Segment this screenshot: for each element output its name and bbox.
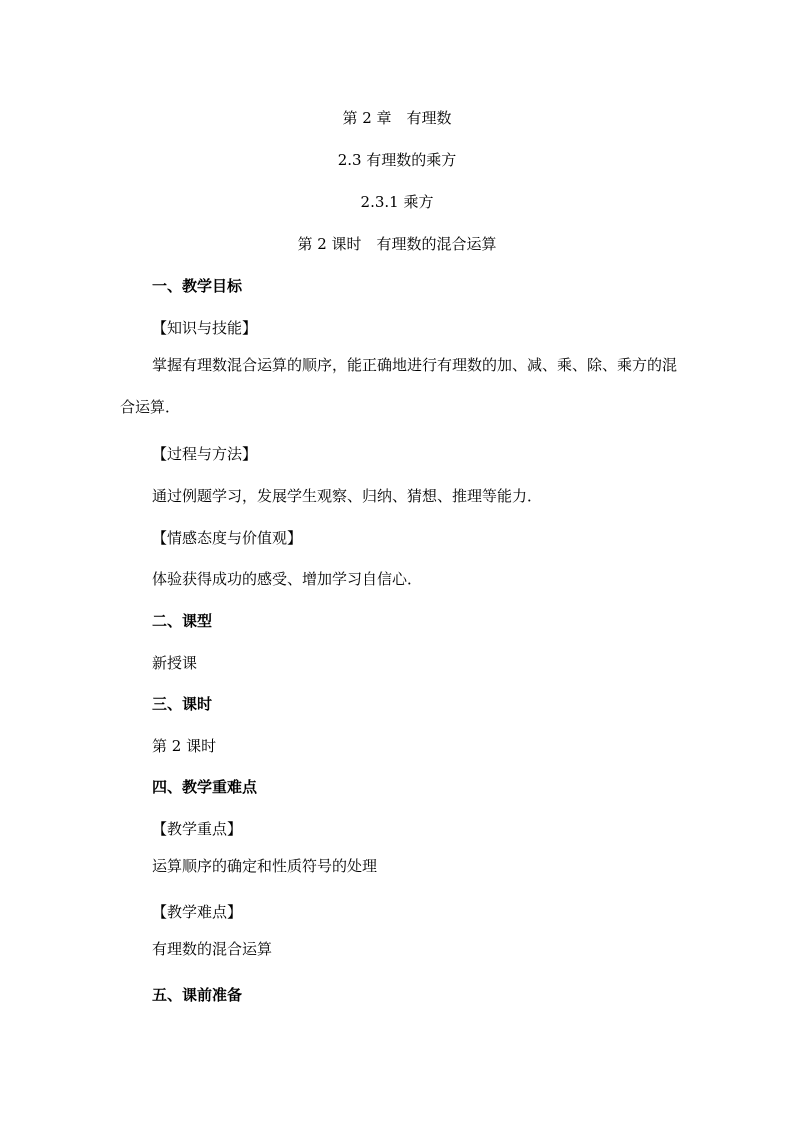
emotion-label: 【情感态度与价值观】 — [152, 529, 303, 547]
difficulty-label: 【教学难点】 — [152, 903, 243, 921]
lesson-title: 第 2 课时 有理数的混合运算 — [297, 235, 497, 253]
objectives-heading: 一、教学目标 — [152, 277, 243, 295]
course-type-text: 新授课 — [152, 654, 198, 672]
emotion-text: 体验获得成功的感受、增加学习自信心． — [152, 570, 423, 588]
knowledge-label: 【知识与技能】 — [152, 319, 258, 337]
process-text: 通过例题学习，发展学生观察、归纳、猜想、推理等能力． — [152, 487, 543, 505]
process-label: 【过程与方法】 — [152, 445, 258, 463]
subsection-title: 2.3.1 乘方 — [360, 193, 434, 211]
knowledge-text: 掌握有理数混合运算的顺序，能正确地进行有理数的加、减、乘、除、乘方的混合运算． — [120, 356, 678, 416]
focus-label: 【教学重点】 — [152, 820, 243, 838]
focus-text: 运算顺序的确定和性质符号的处理 — [152, 857, 378, 875]
section-title: 2.3 有理数的乘方 — [337, 151, 457, 169]
preparation-heading: 五、课前准备 — [152, 986, 243, 1004]
period-text: 第 2 课时 — [152, 737, 217, 755]
chapter-title: 第 2 章 有理数 — [342, 109, 452, 127]
period-heading: 三、课时 — [152, 695, 213, 713]
key-points-heading: 四、教学重难点 — [152, 778, 258, 796]
difficulty-text: 有理数的混合运算 — [152, 940, 273, 958]
course-type-heading: 二、课型 — [152, 612, 213, 630]
